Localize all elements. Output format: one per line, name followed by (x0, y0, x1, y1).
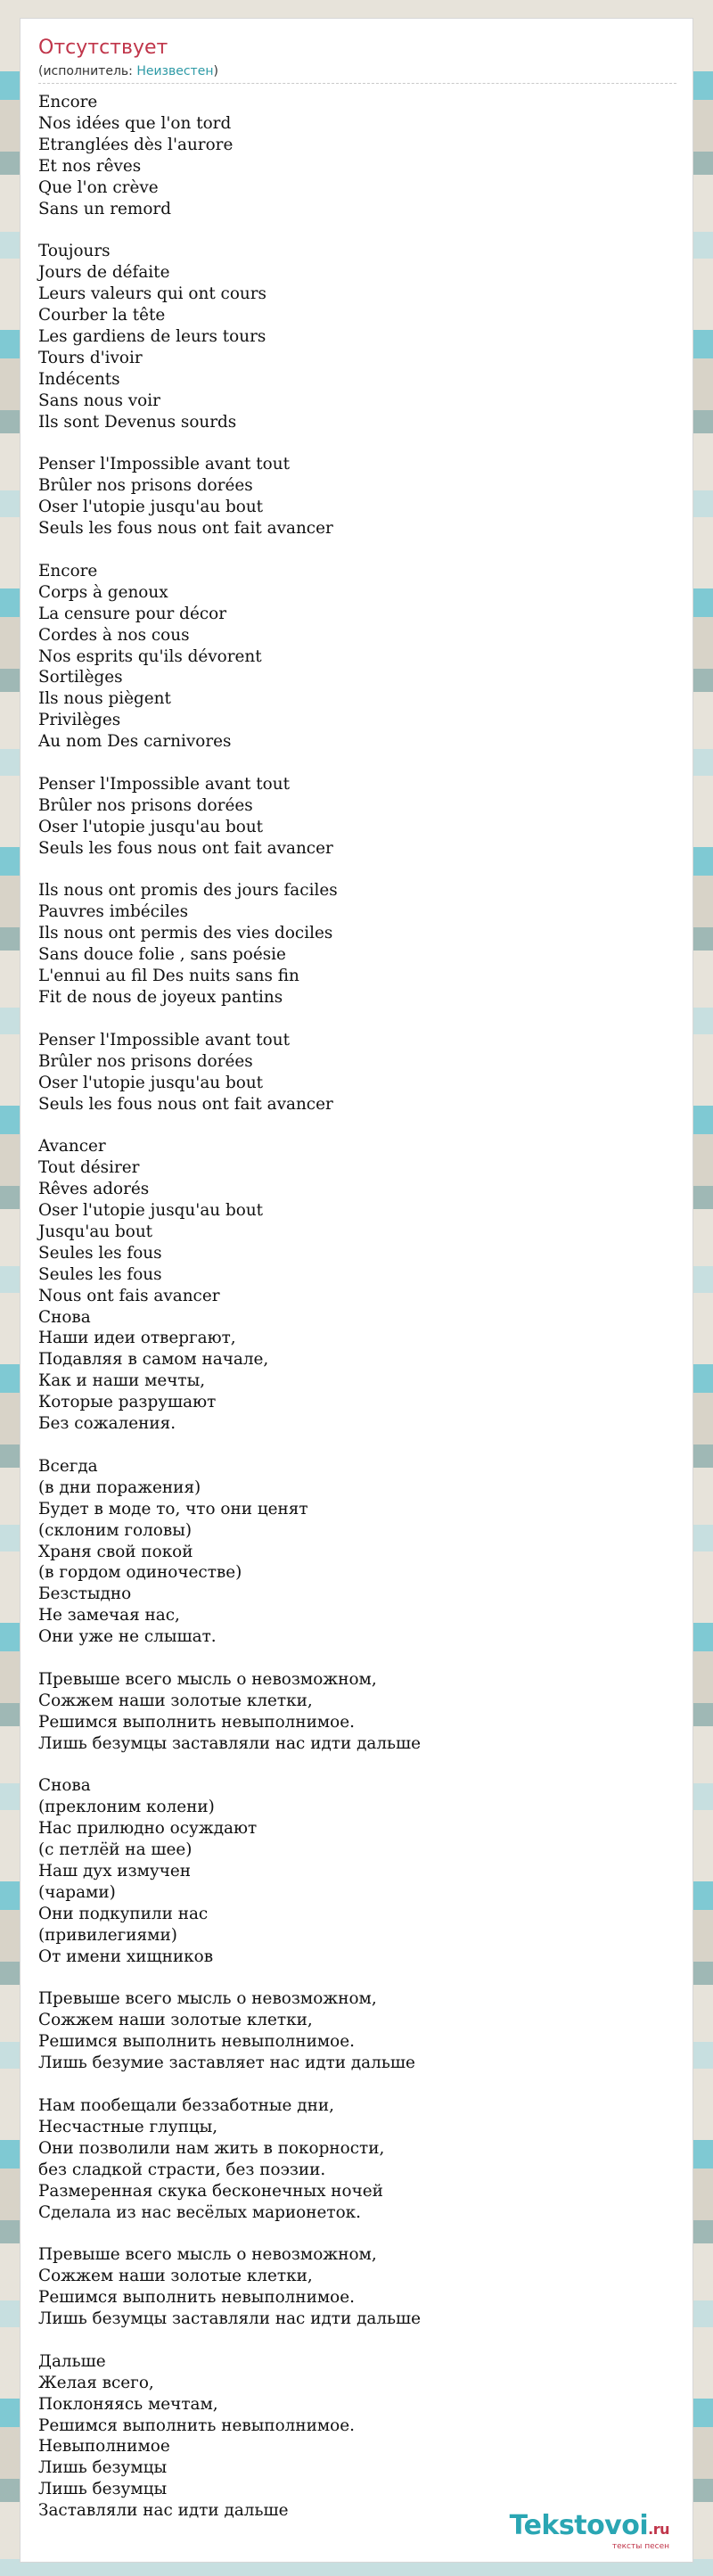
lyrics-stanza (38, 454, 421, 539)
lyrics-stanza (38, 2351, 421, 2522)
lyrics-line: Которые разрушают (38, 1393, 217, 1412)
lyrics-card (20, 18, 693, 2563)
lyrics-line: Не замечая нас, (38, 1606, 180, 1625)
lyrics-line: Seuls les fous nous ont fait avancer (38, 519, 333, 539)
lyrics-line: Brûler nos prisons dorées (38, 476, 253, 496)
lyrics-line: Sans douce folie , sans poésie (38, 945, 286, 965)
lyrics-line: Au nom Des carnivores (38, 732, 232, 752)
lyrics-line: без сладкой страсти, без поэзии. (38, 2160, 326, 2179)
logo-brand (510, 2512, 669, 2544)
lyrics-line: Подавляя в самом начале, (38, 1350, 269, 1370)
lyrics-line: Без сожаления. (38, 1414, 176, 1434)
song-title: Отсутствует (38, 37, 168, 59)
lyrics-line: Rêves adorés (38, 1180, 150, 1199)
lyrics-line: Oser l'utopie jusqu'au bout (38, 817, 264, 836)
lyrics-line: Храня свой покой (38, 1542, 193, 1561)
lyrics-line: Наши идеи отвергают, (38, 1329, 236, 1348)
lyrics-line: Поклоняясь мечтам, (38, 2394, 218, 2414)
lyrics-line: Снова (38, 1776, 91, 1796)
lyrics-line: Leurs valeurs qui ont cours (38, 284, 266, 304)
lyrics-line: La censure pour décor (38, 604, 226, 623)
lyrics-line: Seules les fous (38, 1243, 162, 1263)
lyrics-line: Они подкупили нас (38, 1904, 209, 1923)
lyrics-line: Les gardiens de leurs tours (38, 326, 266, 346)
lyrics-line: Seuls les fous nous ont fait avancer (38, 1094, 333, 1114)
lyrics-line: Заставляли нас идти дальше (38, 2501, 289, 2521)
lyrics-line: Снова (38, 1307, 91, 1327)
lyrics-line: (в гордом одиночестве) (38, 1563, 242, 1583)
lyrics-stanza (38, 241, 421, 432)
lyrics-line: Размеренная скука бесконечных ночей (38, 2181, 383, 2201)
lyrics-line: Corps à genoux (38, 582, 168, 602)
lyrics-line: L'ennui au fil Des nuits sans fin (38, 967, 299, 986)
lyrics-stanza (38, 1030, 421, 1115)
lyrics-line: Лишь безумцы (38, 2458, 168, 2478)
lyrics-line: Решимся выполнить невыполнимое. (38, 1712, 355, 1732)
lyrics-line: Сожжем наши золотые клетки, (38, 2011, 313, 2030)
lyrics-line: Как и наши мечты, (38, 1371, 206, 1391)
lyrics-line: Que l'on crève (38, 177, 159, 197)
lyrics-line: Oser l'utopie jusqu'au bout (38, 1201, 264, 1221)
lyrics-line: Courber la tête (38, 306, 166, 325)
lyrics-line: Etranglées dès l'aurore (38, 135, 234, 154)
lyrics-line: Будет в моде то, что они ценят (38, 1499, 308, 1518)
lyrics-stanza (38, 774, 421, 860)
lyrics-line: Privilèges (38, 711, 121, 730)
lyrics-line: Seules les fous (38, 1264, 162, 1284)
lyrics-stanza (38, 1669, 421, 1755)
artist-link[interactable]: Неизвестен (136, 64, 214, 78)
lyrics-line: Лишь безумцы (38, 2480, 168, 2499)
logo-brand-tld: .ru (648, 2521, 669, 2538)
lyrics-line: (привилегиями) (38, 1925, 177, 1945)
lyrics-line: Превыше всего мысль о невозможном, (38, 1669, 377, 1689)
lyrics-line: Сделала из нас весёлых марионеток. (38, 2202, 361, 2222)
lyrics-line: Лишь безумцы заставляли нас идти дальше (38, 2309, 422, 2329)
lyrics-stanza (38, 92, 421, 219)
lyrics-line: Невыполнимое (38, 2437, 170, 2457)
lyrics-line: Они позволили нам жить в покорности, (38, 2138, 385, 2158)
lyrics-line: Toujours (38, 242, 111, 261)
lyrics-line: Fit de nous de joyeux pantins (38, 987, 283, 1007)
lyrics-stanza (38, 1775, 421, 1967)
lyrics-line: Jusqu'au bout (38, 1222, 153, 1241)
lyrics-line: Ils nous ont promis des jours faciles (38, 881, 338, 901)
lyrics-line: Oser l'utopie jusqu'au bout (38, 498, 264, 517)
logo-slogan: тексты песен (611, 2542, 669, 2551)
lyrics-line: Et nos rêves (38, 156, 142, 176)
lyrics-line: Penser l'Impossible avant tout (38, 774, 290, 794)
lyrics-line: Tout désirer (38, 1158, 140, 1178)
lyrics-line: (преклоним колени) (38, 1798, 215, 1817)
lyrics-text (38, 92, 421, 2543)
lyrics-line: Несчастные глупцы, (38, 2117, 218, 2136)
lyrics-line: Желая всего, (38, 2373, 154, 2392)
logo-brand-name: Tekstovoi (509, 2510, 649, 2541)
lyrics-line: Они уже не слышат. (38, 1627, 217, 1647)
lyrics-line: Nous ont fais avancer (38, 1286, 220, 1305)
lyrics-line: (склоним головы) (38, 1520, 193, 1540)
lyrics-line: Nos idées que l'on tord (38, 113, 232, 133)
lyrics-stanza (38, 1988, 421, 2074)
lyrics-line: Наш дух измучен (38, 1862, 192, 1881)
lyrics-line: Penser l'Impossible avant tout (38, 1030, 290, 1049)
lyrics-line: (с петлёй на шее) (38, 1840, 193, 1860)
lyrics-stanza (38, 880, 421, 1008)
lyrics-line: Indécents (38, 369, 120, 389)
lyrics-line: Лишь безумцы заставляли нас идти дальше (38, 1733, 422, 1753)
lyrics-line: Превыше всего мысль о невозможном, (38, 2245, 377, 2265)
lyrics-line: (чарами) (38, 1882, 116, 1902)
lyrics-line: Encore (38, 561, 98, 580)
artist-line (38, 63, 676, 84)
lyrics-line: Jours de défaite (38, 263, 170, 283)
lyrics-line: Pauvres imbéciles (38, 902, 189, 922)
lyrics-line: Ils sont Devenus sourds (38, 412, 237, 432)
lyrics-line: (в дни поражения) (38, 1477, 201, 1497)
lyrics-line: Sans un remord (38, 199, 171, 218)
lyrics-line: Seuls les fous nous ont fait avancer (38, 838, 333, 858)
lyrics-line: Всегда (38, 1456, 98, 1476)
lyrics-line: Ils nous piègent (38, 689, 171, 709)
lyrics-line: Tours d'ivoir (38, 348, 143, 367)
lyrics-line: Нам пообещали беззаботные дни, (38, 2096, 334, 2115)
lyrics-stanza (38, 561, 421, 753)
artist-prefix: (исполнитель: (38, 64, 137, 78)
lyrics-line: Нас прилюдно осуждают (38, 1819, 258, 1839)
lyrics-line: Решимся выполнить невыполнимое. (38, 2288, 355, 2308)
lyrics-stanza (38, 1136, 421, 1435)
lyrics-line: Cordes à nos cous (38, 625, 190, 645)
lyrics-line: Сожжем наши золотые клетки, (38, 1691, 313, 1710)
lyrics-line: Безстыдно (38, 1584, 132, 1604)
lyrics-line: Лишь безумие заставляет нас идти дальше (38, 2053, 415, 2073)
lyrics-stanza (38, 1456, 421, 1648)
site-logo[interactable] (510, 2512, 669, 2551)
lyrics-line: Nos esprits qu'ils dévorent (38, 646, 262, 666)
lyrics-line: Решимся выполнить невыполнимое. (38, 2416, 355, 2435)
lyrics-line: Avancer (38, 1137, 106, 1156)
lyrics-line: Превыше всего мысль о невозможном, (38, 1989, 377, 2009)
lyrics-line: Sans nous voir (38, 391, 160, 410)
lyrics-line: Решимся выполнить невыполнимое. (38, 2032, 355, 2052)
lyrics-line: Penser l'Impossible avant tout (38, 455, 290, 474)
lyrics-line: Sortilèges (38, 668, 123, 687)
lyrics-line: Brûler nos prisons dorées (38, 795, 253, 815)
lyrics-line: Дальше (38, 2351, 106, 2371)
lyrics-line: Ils nous ont permis des vies dociles (38, 924, 333, 943)
lyrics-line: Encore (38, 93, 98, 111)
lyrics-stanza (38, 2244, 421, 2330)
artist-suffix: ) (213, 64, 218, 78)
lyrics-line: Brûler nos prisons dorées (38, 1051, 253, 1071)
lyrics-line: Oser l'utopie jusqu'au bout (38, 1073, 264, 1092)
lyrics-line: Сожжем наши золотые клетки, (38, 2267, 313, 2286)
lyrics-line: От имени хищников (38, 1946, 214, 1966)
lyrics-stanza (38, 2095, 421, 2223)
